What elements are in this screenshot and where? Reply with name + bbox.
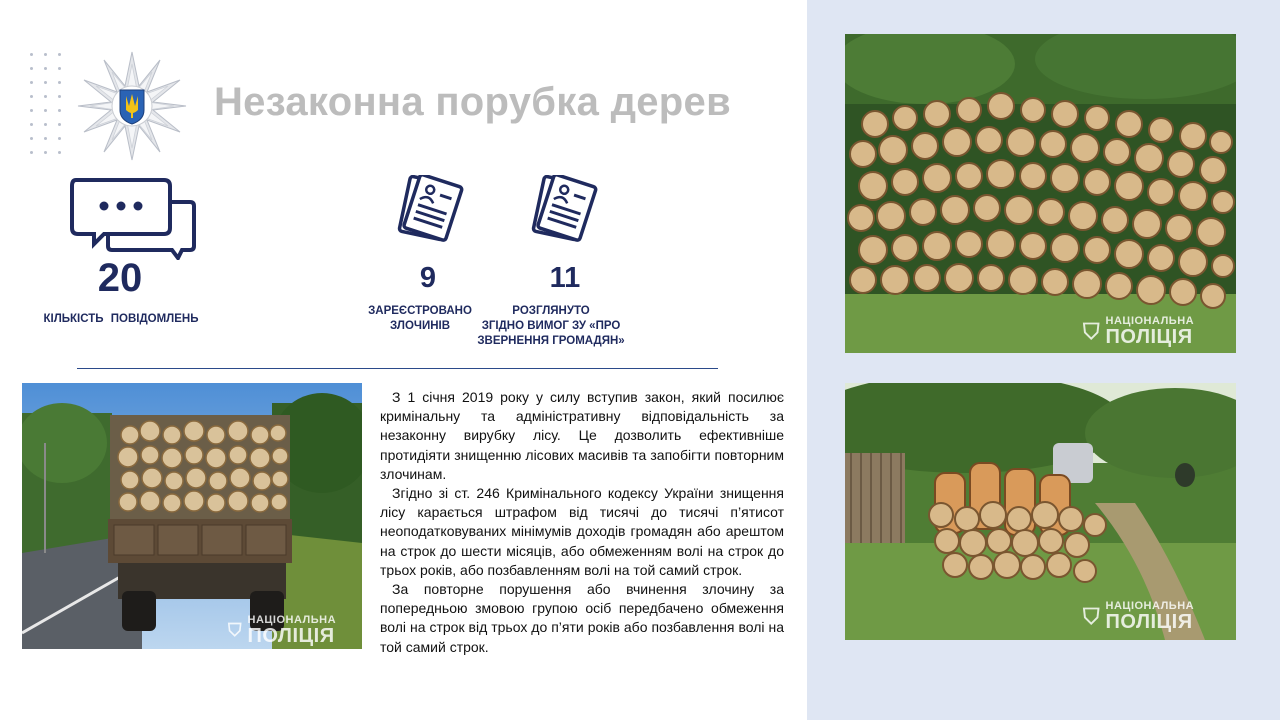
police-watermark xyxy=(1083,316,1194,347)
shield-icon: ⛉ xyxy=(1083,318,1100,344)
stat-reviewed-value: 11 xyxy=(549,262,581,294)
shield-icon: ⛉ xyxy=(1083,603,1100,629)
police-watermark xyxy=(228,615,336,646)
watermark-bottom-text: ПОЛІЦІЯ xyxy=(247,625,335,647)
stat-registered-label: ЗАРЕЄСТРОВАНО ЗЛОЧИНІВ xyxy=(368,305,472,332)
watermark-top-text: НАЦІОНАЛЬНА xyxy=(247,614,337,626)
shield-icon: ⛉ xyxy=(228,620,242,640)
paragraph: Згідно зі ст. 246 Кримінального кодексу України знищення лісу карається штрафом від тисячі до тисячі п’ятисот неоподатковуваних мінімумів доходів громадян або арештом на строк до шести місяців, або обмеженням волі на строк до трьох років, або позбавленням волі на той самий строк. xyxy=(380,485,784,578)
article-body xyxy=(380,388,784,657)
document-icon xyxy=(396,175,466,245)
log-pile-photo xyxy=(845,34,1236,353)
stat-registered-value: 9 xyxy=(419,262,437,294)
police-emblem-logo xyxy=(76,50,188,162)
document-icon xyxy=(530,175,600,245)
watermark-top-text: НАЦІОНАЛЬНА xyxy=(1105,315,1195,327)
chat-bubbles-icon xyxy=(68,176,198,260)
stat-reports-value: 20 xyxy=(97,256,143,300)
section-divider xyxy=(77,368,718,369)
decorative-dots xyxy=(30,53,64,153)
watermark-top-text: НАЦІОНАЛЬНА xyxy=(1105,600,1195,612)
page-title: Незаконна порубка дерев xyxy=(214,80,731,124)
log-stack-field-photo xyxy=(845,383,1236,640)
watermark-bottom-text: ПОЛІЦІЯ xyxy=(1105,326,1193,348)
stat-reports-label: КІЛЬКІСТЬ ПОВІДОМЛЕНЬ xyxy=(43,313,199,325)
police-watermark xyxy=(1083,601,1194,632)
truck-with-logs-photo xyxy=(22,383,362,649)
paragraph: За повторне порушення або вчинення злочину за попередньою змовою групою осіб передбачено обмеження волі на строк від трьох до п’яти років або позбавлення волі на той самий строк. xyxy=(380,581,784,655)
watermark-bottom-text: ПОЛІЦІЯ xyxy=(1105,611,1193,633)
paragraph: З 1 січня 2019 року у силу вступив закон, який посилює кримінальну та адміністративну відповідальність за незаконну вирубку лісу. Це дозволить ефективніше протидіяти знищенню лісових масивів та запобігти повторним злочинам. xyxy=(380,389,784,482)
stat-reviewed-label: РОЗГЛЯНУТО ЗГІДНО ВИМОГ ЗУ «ПРО ЗВЕРНЕННЯ ГРОМАДЯН» xyxy=(477,305,625,347)
